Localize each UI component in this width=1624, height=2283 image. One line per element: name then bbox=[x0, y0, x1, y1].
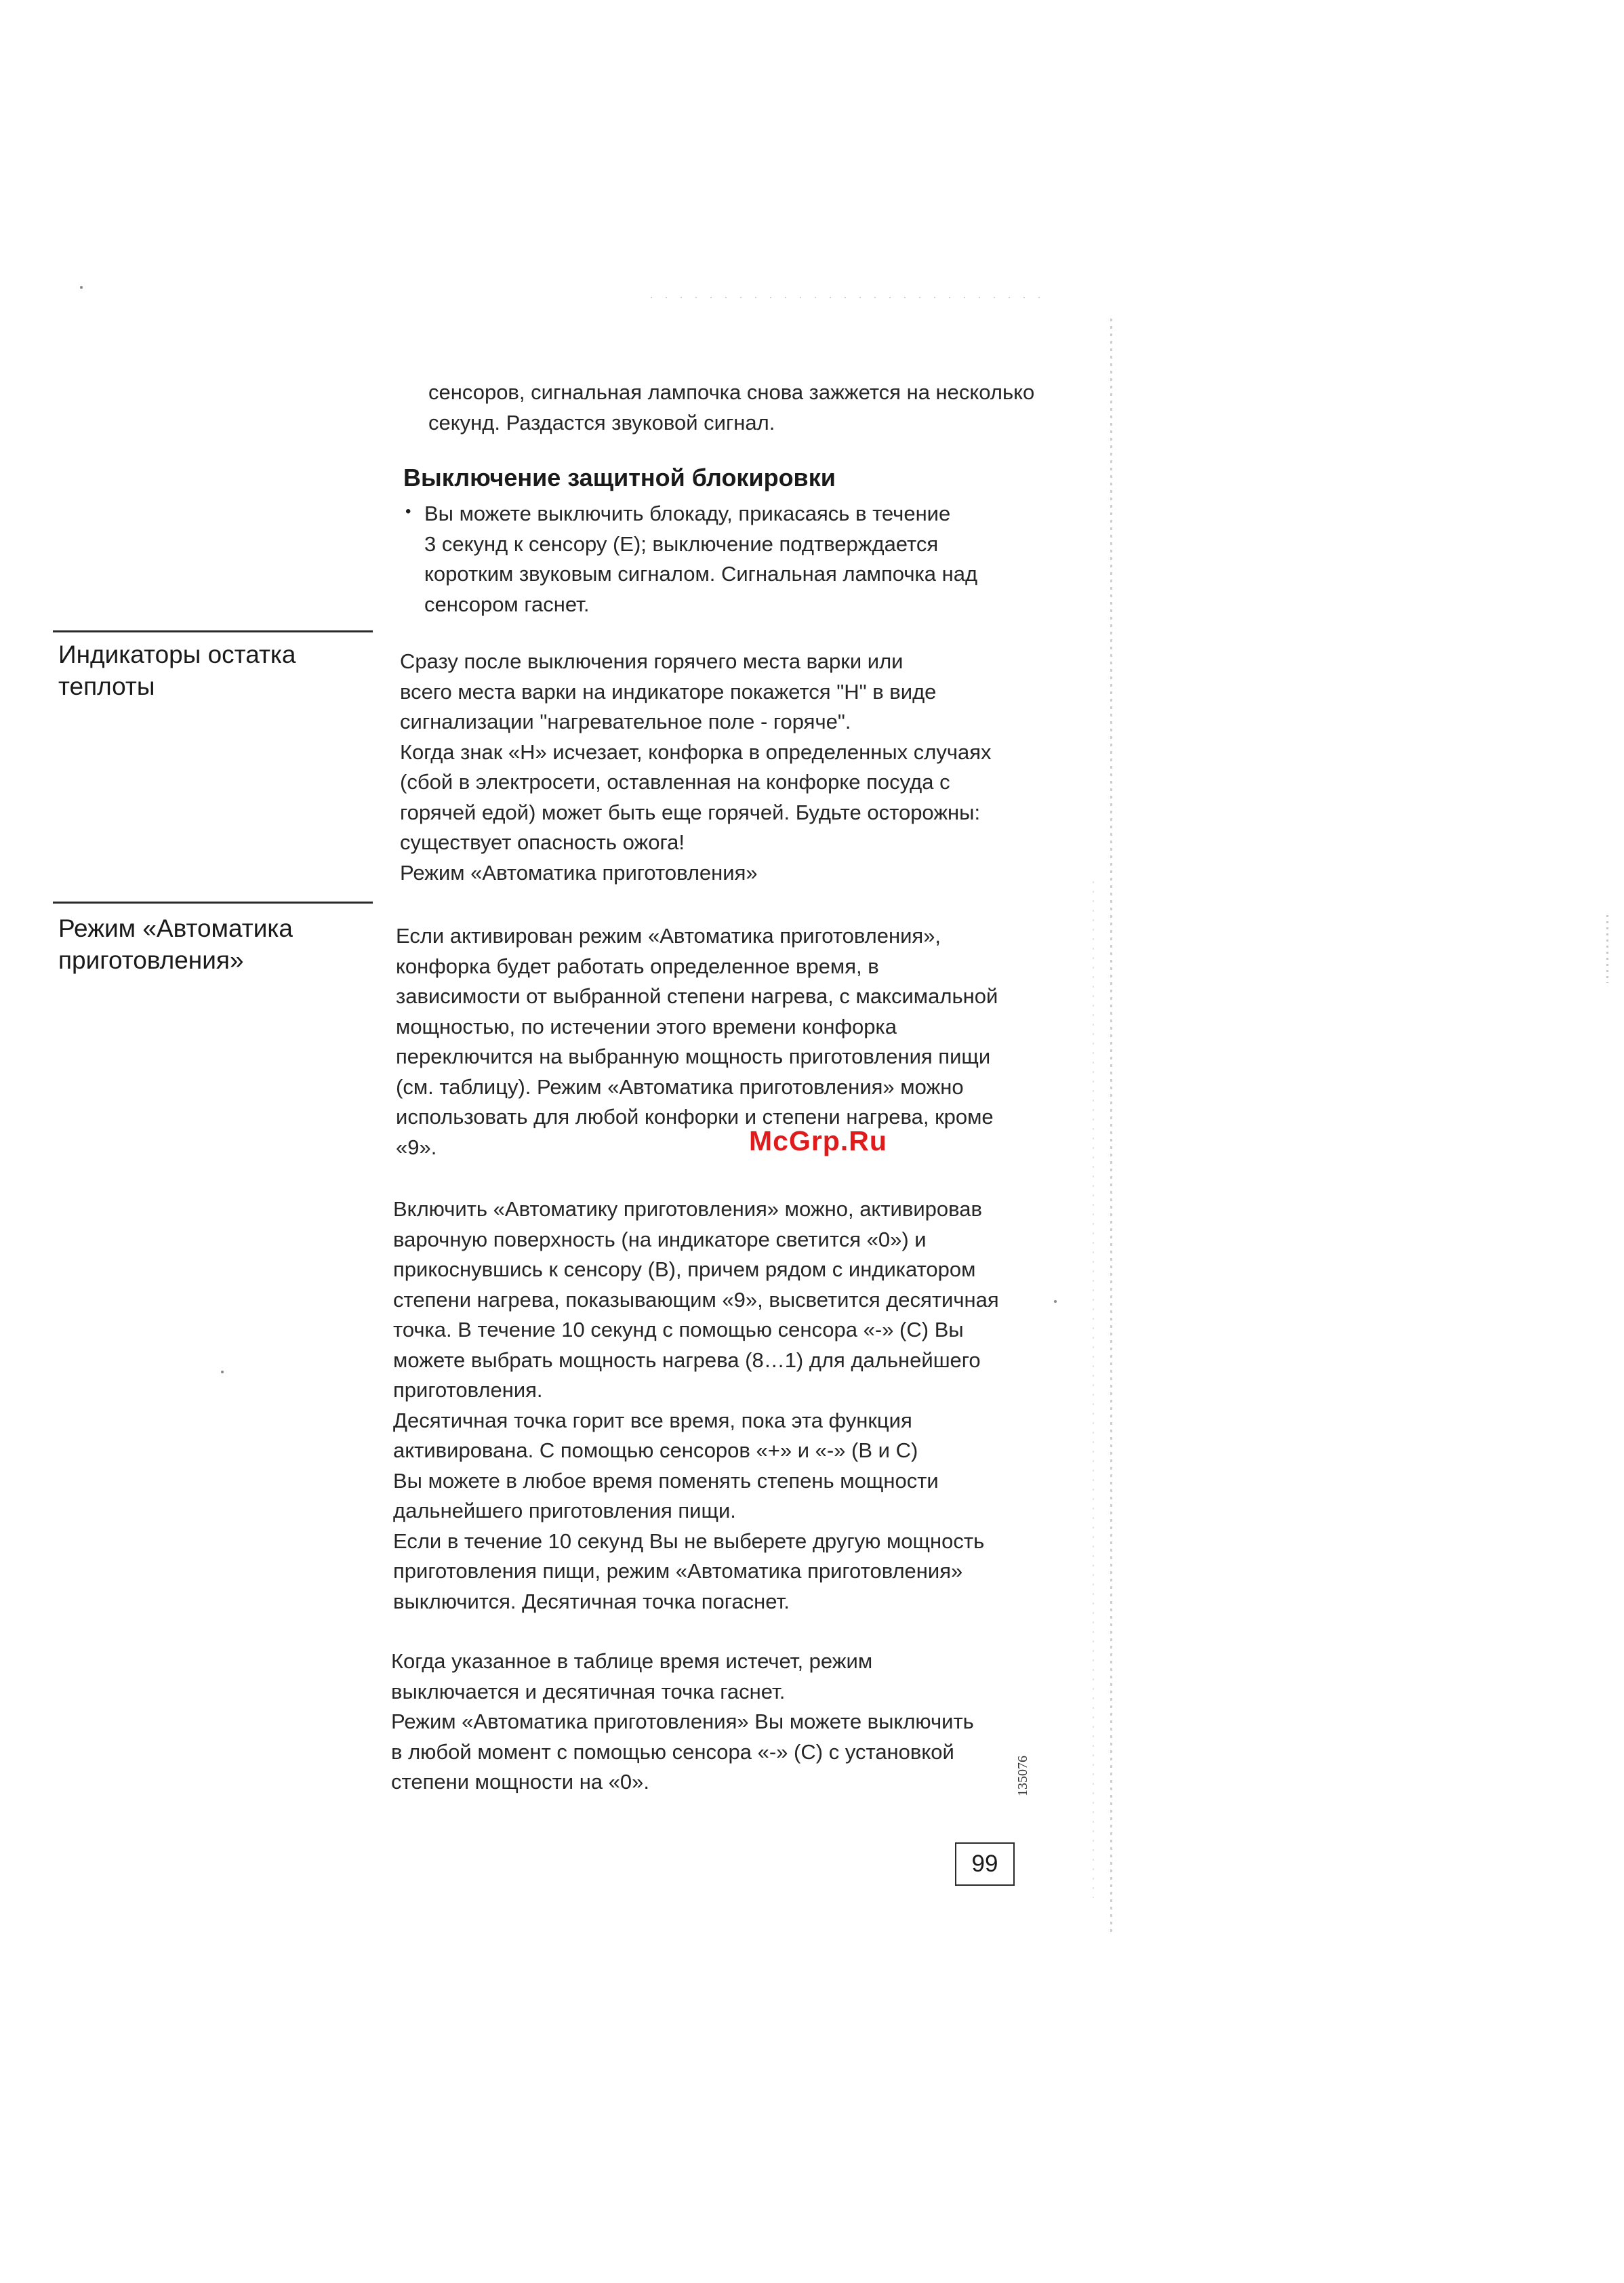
text-line: приготовления пищи, режим «Автоматика приготовления» bbox=[393, 1559, 963, 1583]
text-line: Если активирован режим «Автоматика приготовления», bbox=[396, 924, 941, 948]
text-line: (см. таблицу). Режим «Автоматика приготовления» можно bbox=[396, 1074, 964, 1099]
scan-artifact-marks bbox=[1606, 915, 1608, 983]
text-line: Режим «Автоматика приготовления» bbox=[400, 860, 758, 885]
auto-cook-paragraph-2 bbox=[393, 1194, 999, 1617]
text-line: выключится. Десятичная точка погаснет. bbox=[393, 1589, 790, 1613]
text-line: переключится на выбранную мощность приготовления пищи bbox=[396, 1045, 991, 1068]
scan-artifact-edge-inner bbox=[1093, 881, 1094, 1898]
text-line: Десятичная точка горит все время, пока эта функция bbox=[393, 1408, 912, 1432]
margin-rule bbox=[53, 630, 373, 632]
text-line: коротким звуковым сигналом. Сигнальная лампочка над bbox=[424, 562, 978, 586]
text-line: можете выбрать мощность нагрева (8…1) для дальнейшего bbox=[393, 1348, 981, 1372]
margin-heading-residual-heat bbox=[58, 639, 377, 702]
text-line: мощностью, по истечении этого времени конфорка bbox=[396, 1014, 897, 1038]
residual-heat-paragraph bbox=[400, 647, 992, 888]
text-line: секунд. Раздастся звуковой сигнал. bbox=[428, 410, 775, 435]
text-line: Сразу после выключения горячего места варки или bbox=[400, 649, 904, 673]
text-line: прикоснувшись к сенсору (B), причем рядом с индикатором bbox=[393, 1257, 976, 1281]
auto-cook-paragraph-1 bbox=[396, 921, 998, 1163]
text-line: сенсором гаснет. bbox=[424, 592, 590, 616]
text-line: степени нагрева, показывающим «9», высветится десятичная bbox=[393, 1287, 999, 1312]
margin-rule bbox=[53, 902, 373, 904]
text-line: зависимости от выбранной степени нагрева, с максимальной bbox=[396, 984, 998, 1008]
text-line: Когда знак «H» исчезает, конфорка в определенных случаях bbox=[400, 740, 992, 764]
text-line: (сбой в электросети, оставленная на конфорке посуда с bbox=[400, 770, 950, 794]
margin-heading-auto-cook bbox=[58, 912, 377, 976]
document-code: 135076 bbox=[1015, 1756, 1030, 1796]
scan-artifact-dot bbox=[80, 286, 83, 289]
text-line: конфорка будет работать определенное время, в bbox=[396, 954, 879, 978]
text-line: использовать для любой конфорки и степени нагрева, кроме bbox=[396, 1105, 994, 1129]
lock-off-paragraph bbox=[424, 499, 977, 620]
text-line: Включить «Автоматику приготовления» можно, активировав bbox=[393, 1197, 982, 1221]
scan-artifact-dots bbox=[651, 297, 1044, 298]
bullet-mark: • bbox=[405, 502, 411, 521]
text-line: горячей едой) может быть еще горячей. Будьте осторожны: bbox=[400, 800, 981, 824]
section-title-lock-off: Выключение защитной блокировки bbox=[403, 464, 836, 491]
text-line: существует опасность ожога! bbox=[400, 830, 685, 854]
text-line: сигнализации "нагревательное поле - горяче". bbox=[400, 710, 851, 733]
text-line: Вы можете в любое время поменять степень мощности bbox=[393, 1468, 939, 1493]
text-line: дальнейшего приготовления пищи. bbox=[393, 1499, 736, 1522]
watermark-text: McGrp.Ru bbox=[749, 1125, 887, 1156]
scan-artifact-dot bbox=[1054, 1300, 1057, 1303]
text-line: выключается и десятичная точка гаснет. bbox=[391, 1679, 786, 1703]
text-line: степени мощности на «0». bbox=[391, 1770, 650, 1794]
scan-artifact-dot bbox=[221, 1371, 224, 1373]
heading-line: теплоты bbox=[58, 672, 155, 700]
auto-cook-paragraph-3 bbox=[391, 1646, 974, 1798]
heading-line: Режим «Автоматика bbox=[58, 914, 293, 942]
text-line: точка. В течение 10 секунд с помощью сенсора «-» (C) Вы bbox=[393, 1318, 964, 1341]
text-line: всего места варки на индикаторе покажется "H" в виде bbox=[400, 679, 937, 704]
text-line: приготовления. bbox=[393, 1378, 543, 1402]
text-line: в любой момент с помощью сенсора «-» (C) с установкой bbox=[391, 1739, 954, 1764]
text-line: Вы можете выключить блокаду, прикасаясь в течение bbox=[424, 502, 951, 525]
text-line: Если в течение 10 секунд Вы не выберете другую мощность bbox=[393, 1529, 985, 1553]
text-line: Режим «Автоматика приготовления» Вы можете выключить bbox=[391, 1710, 974, 1733]
text-line: сенсоров, сигнальная лампочка снова зажжется на несколько bbox=[428, 380, 1035, 404]
text-line: варочную поверхность (на индикаторе светится «0») и bbox=[393, 1227, 927, 1251]
heading-line: приготовления» bbox=[58, 946, 244, 974]
page-number: 99 bbox=[955, 1842, 1015, 1886]
text-line: Когда указанное в таблице время истечет, режим bbox=[391, 1649, 873, 1673]
text-line: 3 секунд к сенсору (E); выключение подтверждается bbox=[424, 531, 939, 556]
text-line: «9». bbox=[396, 1135, 437, 1159]
continuation-paragraph bbox=[428, 378, 1034, 438]
text-line: активирована. С помощью сенсоров «+» и «-» (B и C) bbox=[393, 1438, 918, 1462]
heading-line: Индикаторы остатка bbox=[58, 641, 296, 668]
scan-artifact-edge bbox=[1110, 319, 1112, 1932]
